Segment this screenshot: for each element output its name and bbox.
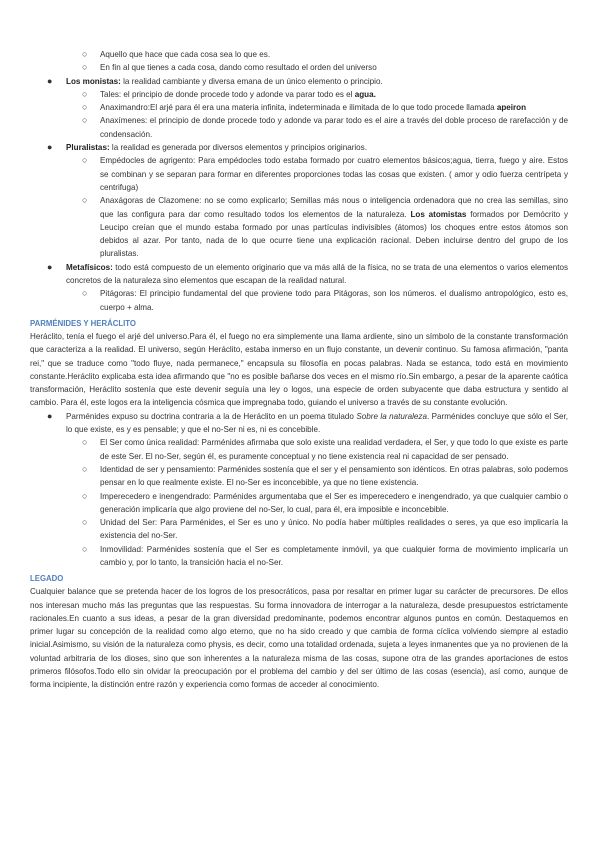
anaximenes-text: Anaxímenes: el principio de donde procede todo y adonde va parar todo es el aire a través del doble proceso de rarefacción y de condensación. (100, 116, 568, 139)
list-item-anaximandro (30, 101, 568, 114)
section-heading-parmenides-heraclito: PARMÉNIDES Y HERÁCLITO (30, 318, 136, 328)
item-text: Imperecedero e inengendrado: Parménides argumentaba que el Ser es imperecedero e inengendrado, ya que cualquier cambio o generación implicaría que algo proviene del no-Ser, lo cual, para él, era imposible e inconcebible. (100, 491, 568, 514)
item-text: El Ser como única realidad: Parménides afirmaba que solo existe una realidad verdadera, el Ser, y que todo lo que existe es parte de este Ser. El no-Ser, según él, es puramente conceptual y no tiene existencia real ni capacidad de ser pensado. (100, 438, 568, 461)
list-item-anaximenes (30, 114, 568, 141)
poem-title: Sobre la naturaleza (356, 411, 427, 421)
pluralistas-text: la realidad es generada por diversos elementos y principios originarios. (109, 143, 367, 153)
list-item-imperecedero (30, 490, 568, 517)
list-item-pitagoras (30, 287, 568, 314)
metafisicos-label: Metafísicos: (66, 262, 113, 272)
bullet-circle-icon: ○ (82, 437, 88, 448)
anaximandro-bold: apeiron (496, 103, 527, 113)
bullet-circle-icon: ○ (82, 115, 88, 126)
tales-bold: agua. (354, 89, 376, 99)
parmenides-text-a: Parménides expuso su doctrina contraria a la de Heráclito en un poema titulado (66, 411, 357, 421)
empedocles-text: Empédocles de agrigento: Para empédocles todo estaba formado por cuatro elementos básicos;agua, tierra, fuego y aire. Estos se combinan y se separan para formar en diferentes proporciones todas las cosas que existen. ( amor y odio fuerza centrípeta y centrifuga) (100, 156, 568, 192)
list-item (30, 48, 568, 61)
list-item-pluralistas (30, 141, 568, 154)
legado-paragraph: Cualquier balance que se pretenda hacer de los logros de los presocráticos, pasa por resaltar en primer lugar su carácter de precursores. De ellos nos interesan mucho más las preguntas que las respuestas. Su forma innovadora de interrogar a la naturaleza, desde presupuestos estrictamente racionales.En cuanto a sus ideas, a pesar de la gran diversidad predominante, podemos encontrar algunos puntos en común. Destaquemos en primer lugar su concepción de la realidad como algo eterno, que no ha sido creado y que cambia de forma cíclica volviendo siempre al estadio inicial.Asimismo, su visión de la naturaleza como physis, es decir, como una totalidad ordenada, sujeta a leyes inmanentes que ya no provienen de la voluntad arbitraria de los dioses, sino que son inherentes a la naturaleza misma de las cosas, supone otra de las grandes aportaciones de estos primeros filósofos.Todo ello sin olvidar la preocupación por el problema del cambio y del ser último de las cosas (esencia), así como, aunque de forma incipiente, la distinción entre razón y experiencia como formas de acceder al conocimiento. (30, 587, 568, 690)
atomistas-text: formados por Demócrito y Leucipo creían que el mundo estaba formado por unas partículas indivisibles (átomos) los choques entre estos átomos son debidos al azar. Por tanto, nada de lo que ocurre tiene una explicación racional. Deben incluirse dentro del grupo de los pluralistas. (100, 209, 569, 259)
bullet-circle-icon: ○ (82, 490, 88, 501)
list-item-inmovilidad (30, 543, 568, 570)
bullet-circle-icon: ○ (82, 62, 88, 73)
bullet-circle-icon: ○ (82, 463, 88, 474)
heraclito-paragraph: Heráclito, tenía el fuego el arjé del universo.Para él, el fuego no era simplemente una llama ardiente, sino un símbolo de la constante transformación que caracteriza a la realidad. El universo, según Heráclito, estaba inmerso en un flujo constante, un devenir continuo. Su famosa afirmación, "panta rei," que se traduce como "todo fluye, nada permanece," encapsula su filosofía en pocas palabras. Nada se estanca, todo está en movimiento constante.Heráclito explicaba esta idea afirmando que "no es posible bañarse dos veces en el mismo río.Sin embargo, a pesar de la aparente caótica transformación, Heráclito sostenía que este devenir seguía una ley o logos, una especie de orden subyacente que daba estructura y sentido al cambio. Para él, este logos era la inteligencia cósmica que impregnaba todo, guiando el universo a través de su constante evolución. (30, 331, 568, 408)
list-item-parmenides (30, 410, 568, 437)
item-text: Inmovilidad: Parménides sostenía que el Ser es completamente inmóvil, ya que cualquier forma de movimiento implicaría un cambio y, por lo tanto, la transición hacia el no-Ser. (100, 544, 568, 567)
list-item-monistas (30, 75, 568, 88)
item-text: Unidad del Ser: Para Parménides, el Ser es uno y único. No podía haber múltiples realidades o seres, ya que eso implicaría la existencia del no-Ser. (100, 518, 568, 541)
list-item-empedocles (30, 154, 568, 194)
bullet-circle-icon: ○ (82, 102, 88, 113)
list-item-ser-unica-realidad (30, 436, 568, 463)
anaxagoras-text: Anaxágoras de Clazomene: no se como explicarlo; Semillas más nous o inteligencia ordenadora que no crea las semillas, sino que las configura para dar como resultado todos los elementos de la naturaleza. (100, 196, 568, 219)
metafisicos-text: todo está compuesto de un elemento originario que va más allá de la física, no se trata de una elementos o varios elementos concretos de la naturaleza sino elementos que escapan de la realidad natural. (66, 262, 568, 286)
bullet-circle-icon: ○ (82, 49, 88, 59)
anaximandro-text: Anaximandro:El arjé para él era una materia infinita, indeterminada e ilimitada de lo que todo procede llamada (100, 103, 497, 113)
parmenides-text-b: . Parménides concluye que sólo el Ser, lo que existe, es y es pensable; y que el no-Ser ni es, ni es concebible. (66, 411, 568, 435)
bullet-dot-icon: ● (47, 410, 53, 421)
item-text: En fin al que tienes a cada cosa, dando como resultado el orden del universo (100, 63, 377, 73)
monistas-label: Los monistas: (66, 76, 121, 86)
item-text: Identidad de ser y pensamiento: Parménides sostenía que el ser y el pensamiento son idénticos. En otras palabras, solo podemos pensar en lo que realmente existe. El no-Ser es inconcebible, ya que no tiene existencia. (100, 464, 568, 488)
section-heading-legado: LEGADO (30, 574, 64, 584)
pitagoras-text: Pitágoras: El principio fundamental del que proviene todo para Pitágoras, son los números. el dualismo antropológico, esto es, cuerpo + alma. (100, 289, 568, 312)
tales-text: Tales: el principio de donde procede todo y adonde va parar todo es el (100, 89, 355, 99)
bullet-circle-icon: ○ (82, 155, 88, 166)
item-text: Aquello que hace que cada cosa sea lo que es. (100, 50, 271, 59)
bullet-circle-icon: ○ (82, 543, 88, 554)
list-item-metafisicos (30, 261, 568, 288)
list-item-tales (30, 88, 568, 101)
list-item (30, 61, 568, 74)
bullet-dot-icon: ● (47, 261, 53, 272)
list-item-anaxagoras (30, 194, 568, 260)
bullet-circle-icon: ○ (82, 88, 88, 99)
bullet-circle-icon: ○ (82, 288, 88, 299)
pluralistas-label: Pluralistas: (66, 143, 110, 153)
bullet-circle-icon: ○ (82, 517, 88, 528)
bullet-dot-icon: ● (47, 75, 53, 86)
atomistas-bold: Los atomistas (410, 209, 467, 219)
bullet-dot-icon: ● (47, 142, 53, 153)
monistas-text: la realidad cambiante y diversa emana de un único elemento o principio. (120, 76, 383, 86)
list-item-unidad (30, 516, 568, 543)
bullet-circle-icon: ○ (82, 195, 88, 206)
list-item-identidad (30, 463, 568, 490)
